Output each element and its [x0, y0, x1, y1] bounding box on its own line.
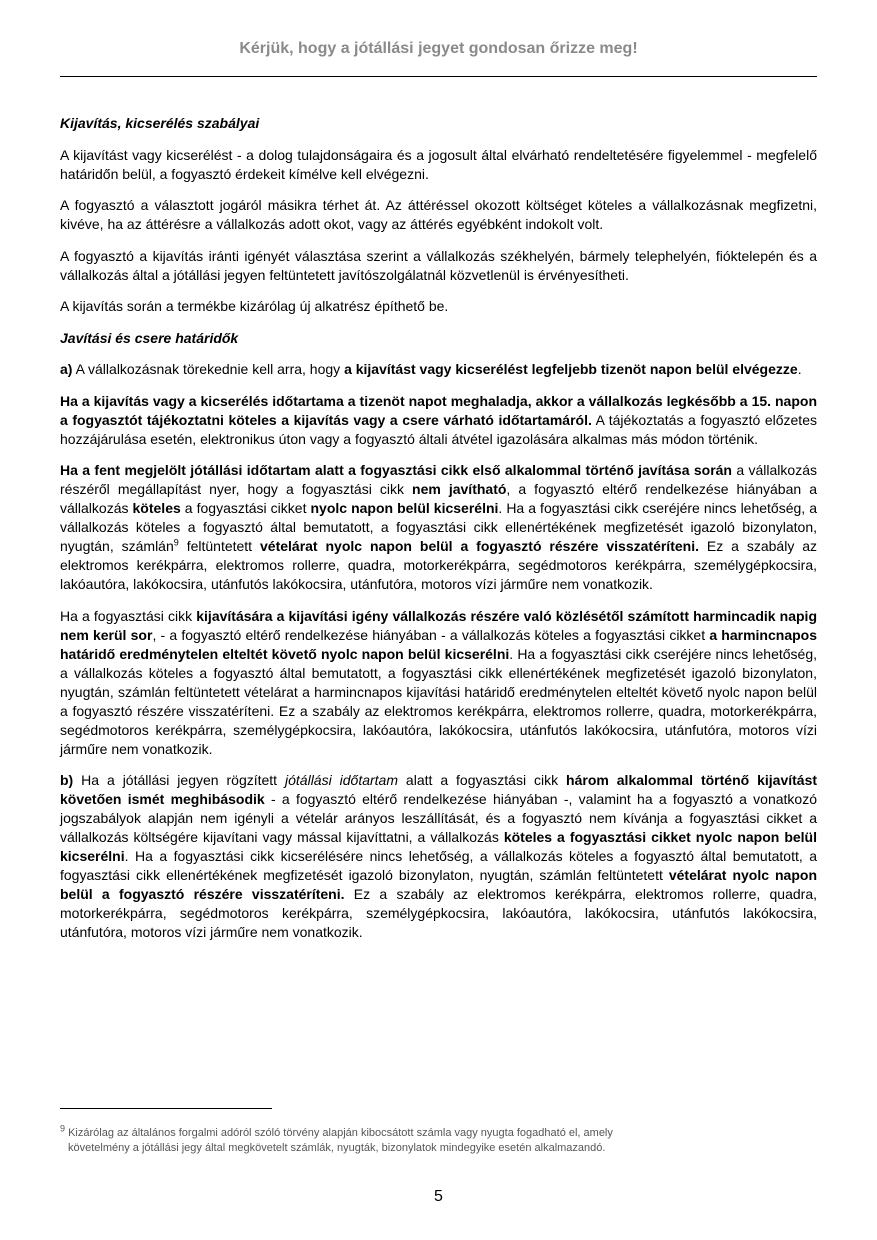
- text-run: feltüntetett: [178, 538, 260, 554]
- text-run: , a fogyasztó eltérő rendelkezése hiányában a vállalkozás: [60, 481, 817, 516]
- bold-run: vételárat nyolc napon belül a fogyasztó részére visszatéríteni.: [260, 538, 699, 554]
- bold-run: a kijavítást vagy kicserélést legfeljebb tizenöt napon belül elvégezze: [344, 361, 798, 377]
- paragraph: A kijavítást vagy kicserélést - a dolog tulajdonságaira és a jogosult által elvárható rendeltetésére figyelemmel - megfelelő határidőn belül, a fogyasztó érdekeit kímélve kell elvégezni.: [60, 146, 817, 182]
- footnote-marker: 9: [60, 1123, 66, 1134]
- text-run: Ez a szabály az elektromos kerékpárra, elektromos rollerre, quadra, motorkerékpárra, segédmotoros kerékpárra, személygépkocsira, lakóautóra, lakókocsira, utánfutós lakókocsira, utánfutóra, motoros vízi járműre nem vonatkozik.: [60, 538, 818, 592]
- text-run: Ez a szabály az elektromos kerékpárra, elektromos rollerre, quadra, motorkerékpárra, segédmotoros kerékpárra, személygépkocsira, lakóautóra, lakókocsira, utánfutós lakókocsira, utánfutóra, motoros vízi járműre nem vonatkozik.: [60, 886, 817, 940]
- paragraph: A fogyasztó a kijavítás iránti igényét választása szerint a vállalkozás székhelyén, bármely telephelyén, fióktelepén és a vállalkozás által a jótállási jegyen feltüntetett javítószolgálatnál közvetlenül is érvényesítheti.: [60, 247, 817, 283]
- footnote-text: Kizárólag az általános forgalmi adóról szóló törvény alapján kibocsátott számla vagy nyugta fogadható el, amely: [65, 1127, 613, 1139]
- bold-run: három alkalommal történő kijavítást követően ismét meghibásodik: [60, 772, 818, 807]
- text-run: Ha a jótállási jegyen rögzített: [73, 772, 286, 788]
- page-header: Kérjük, hogy a jótállási jegyet gondosan őrizze meg!: [239, 40, 638, 57]
- section-heading-deadlines: Javítási és csere határidők: [60, 329, 239, 346]
- text-run: . Ha a fogyasztási cikk cseréjére nincs lehetőség, a vállalkozás köteles a fogyasztó által bemutatott, a fogyasztási cikk ellenértékének megfizetését igazoló bizonylaton, nyugtán, számlán feltüntetett vételárat a harmincnapos kijavítási határidő eredménytelen elteltét követő nyolc napon belül a fogyasztó részére visszatéríteni. Ez a szabály az elektromos kerékpárra, elektromos rollerre, quadra, motorkerékpárra, segédmotoros kerékpárra, személygépkocsira, lakóautóra, lakókocsira, utánfutós lakókocsira, utánfutóra, motoros vízi járműre nem vonatkozik.: [60, 645, 817, 757]
- header-divider: [60, 76, 817, 77]
- paragraph: [60, 392, 817, 449]
- text-run: alatt a fogyasztási cikk: [398, 772, 567, 788]
- page-number: 5: [434, 1188, 443, 1205]
- bold-run: kijavítására a kijavítási igény vállalkozás részére való közlésétől számított harmincadik napig nem kerül sor: [60, 607, 817, 643]
- section-heading-repair-rules: Kijavítás, kicserélés szabályai: [60, 115, 260, 131]
- bold-run: vételárat nyolc napon belül a fogyasztó részére visszatéríteni.: [60, 867, 818, 902]
- paragraph: A kijavítás során a termékbe kizárólag új alkatrész építhető be.: [60, 298, 449, 314]
- text-run: , - a fogyasztó eltérő rendelkezése hiányában - a vállalkozás köteles a fogyasztási cikket: [152, 626, 710, 643]
- footnote-line: követelmény a jótállási jegy által megkövetelt számlák, nyugták, bizonylatok mindegyike esetén alkalmazandó.: [68, 1142, 606, 1154]
- paragraph-a: [60, 360, 817, 379]
- footnote-line: [60, 1123, 780, 1141]
- paragraph: [60, 607, 817, 759]
- paragraph: [60, 461, 817, 594]
- document-body: [60, 114, 817, 955]
- item-marker: b): [60, 772, 74, 788]
- text-run: Ha a fogyasztási cikk: [60, 607, 197, 624]
- text-run: A tájékoztatás a fogyasztó előzetes hozzájárulása esetén, elektronikus úton vagy a fogyasztó általi átvétel igazolására alkalmas más módon történik.: [60, 411, 817, 447]
- bold-run: Ha a kijavítás vagy a kicserélés időtartama a tizenöt napot meghaladja, akkor a vállalkozás legkésőbb a 15. napon a fogyasztót tájékoztatni köteles a kijavítás vagy a csere várható időtartamáról.: [60, 392, 817, 428]
- bold-run: köteles a fogyasztási cikket nyolc napon belül kicserélni: [60, 829, 817, 864]
- text-run: .: [797, 361, 802, 377]
- text-run: a vállalkozás részéről megállapítást nyer, hogy a fogyasztási cikk: [60, 462, 817, 497]
- text-run: a fogyasztási cikket: [180, 500, 311, 516]
- text-run: . Ha a fogyasztási cikk kicserélésére nincs lehetőség, a vállalkozás köteles a fogyasztó által bemutatott, a fogyasztási cikk ellenértékének megfizetését igazoló bizonylaton, nyugtán, számlán feltüntetett: [60, 848, 817, 883]
- bold-run: nem javítható: [412, 481, 507, 497]
- bold-run: Ha a fent megjelölt jótállási időtartam alatt a fogyasztási cikk első alkalommal történő javítása során: [60, 462, 732, 478]
- footnote-divider: [60, 1108, 272, 1109]
- italic-run: jótállási időtartam: [285, 772, 398, 788]
- bold-run: a harmincnapos határidő eredménytelen elteltét követő nyolc napon belül kicserélni: [60, 626, 817, 662]
- bold-run: nyolc napon belül kicserélni: [310, 500, 499, 516]
- bold-run: köteles: [132, 500, 181, 516]
- footnote: [60, 1123, 780, 1156]
- text-run: . Ha a fogyasztási cikk cseréjére nincs lehetőség, a vállalkozás köteles a fogyasztó által bemutatott, a fogyasztási cikk ellenértékének megfizetését igazoló bizonylaton, nyugtán, számlán: [60, 500, 817, 554]
- item-marker: a): [60, 361, 73, 377]
- text-run: A vállalkozásnak törekednie kell arra, hogy: [72, 361, 345, 377]
- paragraph: A fogyasztó a választott jogáról másikra térhet át. Az áttéréssel okozott költséget köteles a vállalkozásnak megfizetni, kivéve, ha az áttérésre a vállalkozás adott okot, vagy az áttérés egyébként indokolt volt.: [60, 197, 817, 232]
- text-run: - a fogyasztó eltérő rendelkezése hiányában -, valamint ha a fogyasztó a vonatkozó jogszabályok alapján nem igényli a vételár arányos leszállítását, és a fogyasztó nem kívánja a fogyasztási cikket a vállalkozás költségére kijavítani vagy mással kijavíttatni, a vállalkozás: [60, 791, 817, 845]
- paragraph-b: [60, 771, 817, 942]
- footnote-reference[interactable]: 9: [173, 537, 179, 548]
